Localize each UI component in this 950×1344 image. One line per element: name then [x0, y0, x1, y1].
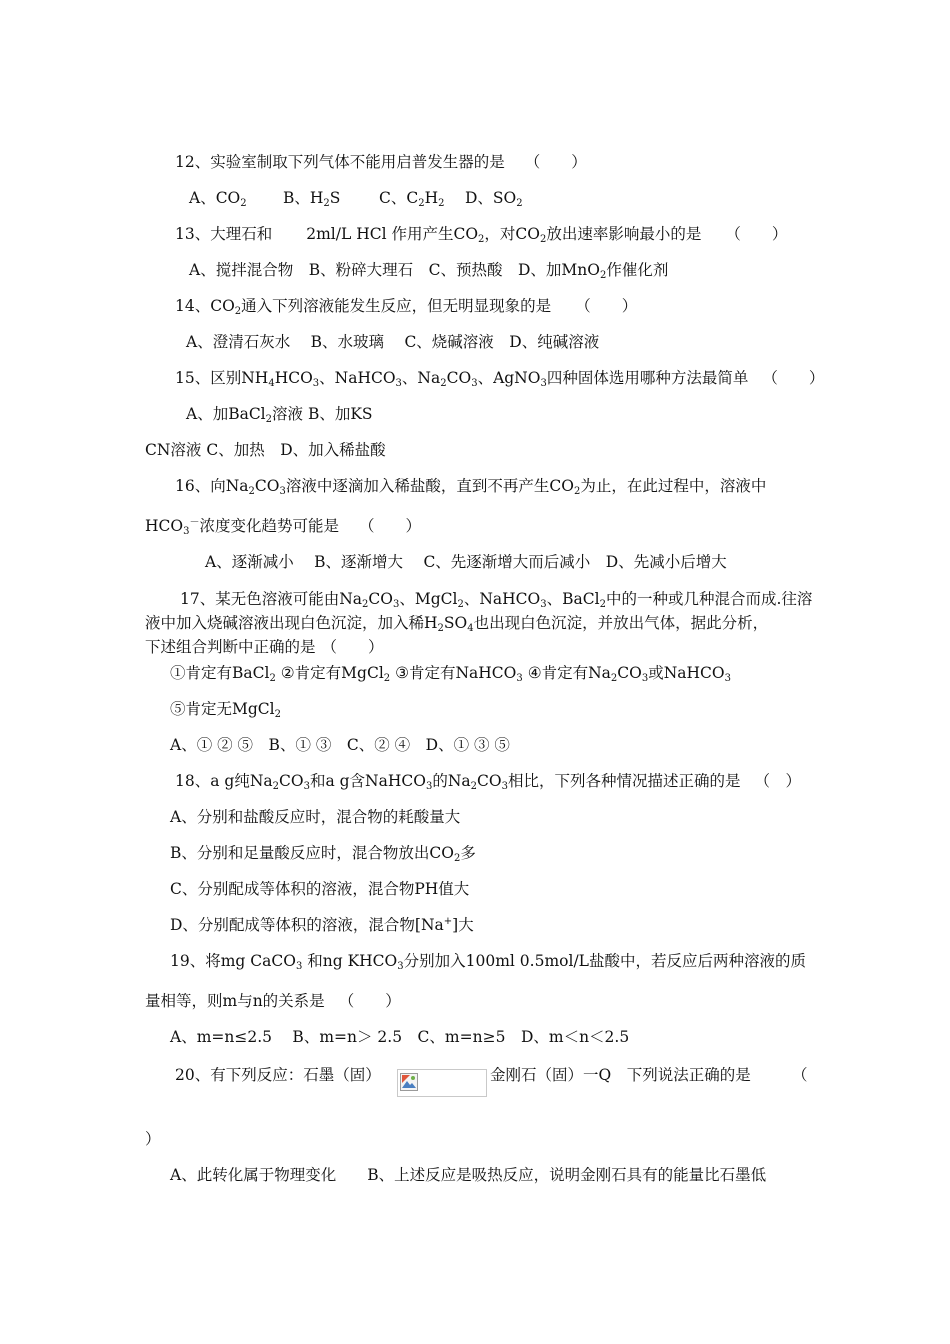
q15-bracket: （ ） [762, 369, 825, 387]
q20-stem-part-a: 20、有下列反应：石墨（固） [175, 1066, 381, 1084]
q19-bracket: （ ） [338, 992, 401, 1010]
q13-stem-a: 13、大理石和 [175, 225, 273, 243]
q12-option-b: B、$H_2S$ [283, 189, 341, 209]
q20-options-line: A、此转化属于物理变化 B、上述反应是吸热反应，说明金刚石具有的能量比石墨低 [170, 1166, 767, 1184]
q17-choices-line-1: ①肯定有BaCl$_2$ ②肯定有MgCl$_2$ ③肯定有NaHCO$_3$ ④肯定有$Na_2CO_3$或NaHCO$_3$ [170, 664, 731, 684]
q18-stem-line: 18、a g纯$Na_2CO_3$和a g含NaHCO$_3$的$Na_2CO_3$相比，下列各种情况描述正确的是 （ ） [175, 772, 801, 792]
q16-stem-line-1: 16、向$Na_2CO_3$溶液中逐滴加入稀盐酸，直到不再产生$CO_2$为止，在此过程中，溶液中 [175, 477, 767, 497]
q19-stem-line-2: 量相等，则m与n的关系是 （ ） [145, 992, 401, 1010]
q16-stem-line-2: $HCO_3^-$浓度变化趋势可能是 （ ） [145, 517, 421, 537]
q12-option-c: C、$C_2H_2$ [379, 189, 445, 209]
q17-stem-line-1: 17、某无色溶液可能由$Na_2CO_3$、MgCl$_2$、NaHCO$_3$、BaCl$_2$中的一种或几种混合而成.往溶 [180, 590, 813, 610]
reaction-arrow-image [397, 1069, 487, 1097]
q20-bracket-open: （ [792, 1066, 808, 1084]
q15-options-line-2: CN溶液 C、加热 D、加入稀盐酸 [145, 441, 386, 459]
q13-options-line: A、搅拌混合物 B、粉碎大理石 C、预热酸 D、加MnO$_2$作催化剂 [189, 261, 669, 281]
q12-options-line [189, 188, 523, 209]
q12-bracket: （ ） [524, 153, 587, 171]
q12-stem: 12、实验室制取下列气体不能用启普发生器的是 [175, 153, 505, 171]
q19-stem-line-1: 19、将mg CaCO$_3$ 和ng $KHCO_3$分别加入100ml 0.5mol/L盐酸中，若反应后两种溶液的质 [170, 952, 806, 972]
q18-option-a: A、分别和盐酸反应时，混合物的耗酸量大 [170, 808, 461, 826]
q13-stem-line: 13、大理石和 2ml/L HCl 作用产生$CO_2$，对$CO_2$放出速率影响最小的是 （ ） [175, 225, 788, 245]
q18-option-b: B、分别和足量酸反应时，混合物放出$CO_2$多 [170, 844, 476, 864]
q20-stem-part-b: 金刚石（固）一Q 下列说法正确的是 [490, 1066, 751, 1084]
q12-option-d: D、$SO_2$ [465, 189, 523, 209]
q15-options-line-1: A、加BaCl$_2$溶液 B、加KS [186, 405, 373, 425]
q12-option-a: A、$CO_2$ [189, 189, 247, 209]
q18-option-c: C、分别配成等体积的溶液，混合物PH值大 [170, 880, 470, 898]
q17-options-line: A、① ② ⑤ B、① ③ C、② ④ D、① ③ ⑤ [170, 736, 510, 754]
q14-stem-line: 14、$CO_2$通入下列溶液能发生反应，但无明显现象的是 （ ） [175, 297, 638, 317]
q17-bracket: （ ） [321, 638, 384, 656]
q20-bracket-close: ） [145, 1130, 161, 1148]
q17-stem-line-3: 下述组合判断中正确的是 （ ） [145, 638, 384, 656]
q16-bracket: （ ） [358, 517, 421, 535]
q18-bracket: （ ） [754, 772, 801, 790]
q17-choices-line-2: ⑤肯定无MgCl$_2$ [170, 700, 281, 720]
q12-stem-line [175, 152, 587, 172]
q16-options-line: A、逐渐减小 B、逐渐增大 C、先逐渐增大而后减小 D、先减小后增大 [205, 553, 727, 571]
q14-bracket: （ ） [575, 297, 638, 315]
q18-option-d: D、分别配成等体积的溶液，混合物[Na+]大 [170, 916, 474, 934]
broken-image-icon [400, 1073, 418, 1091]
q17-stem-line-2: 液中加入烧碱溶液出现白色沉淀，加入稀$H_2SO_4$也出现白色沉淀，并放出气体，据此分析， [145, 614, 769, 634]
q14-options-line: A、澄清石灰水 B、水玻璃 C、烧碱溶液 D、纯碱溶液 [186, 333, 600, 351]
q13-bracket: （ ） [725, 225, 788, 243]
q15-stem-line: 15、区别$NH_4HCO_3$、NaHCO$_3$、$Na_2CO_3$、AgNO$_3$四种固体选用哪种方法最简单 （ ） [175, 369, 825, 389]
q19-options-line: A、m=n≤2.5 B、m=n＞ 2.5 C、m=n≥5 D、m＜n＜2.5 [170, 1028, 630, 1046]
